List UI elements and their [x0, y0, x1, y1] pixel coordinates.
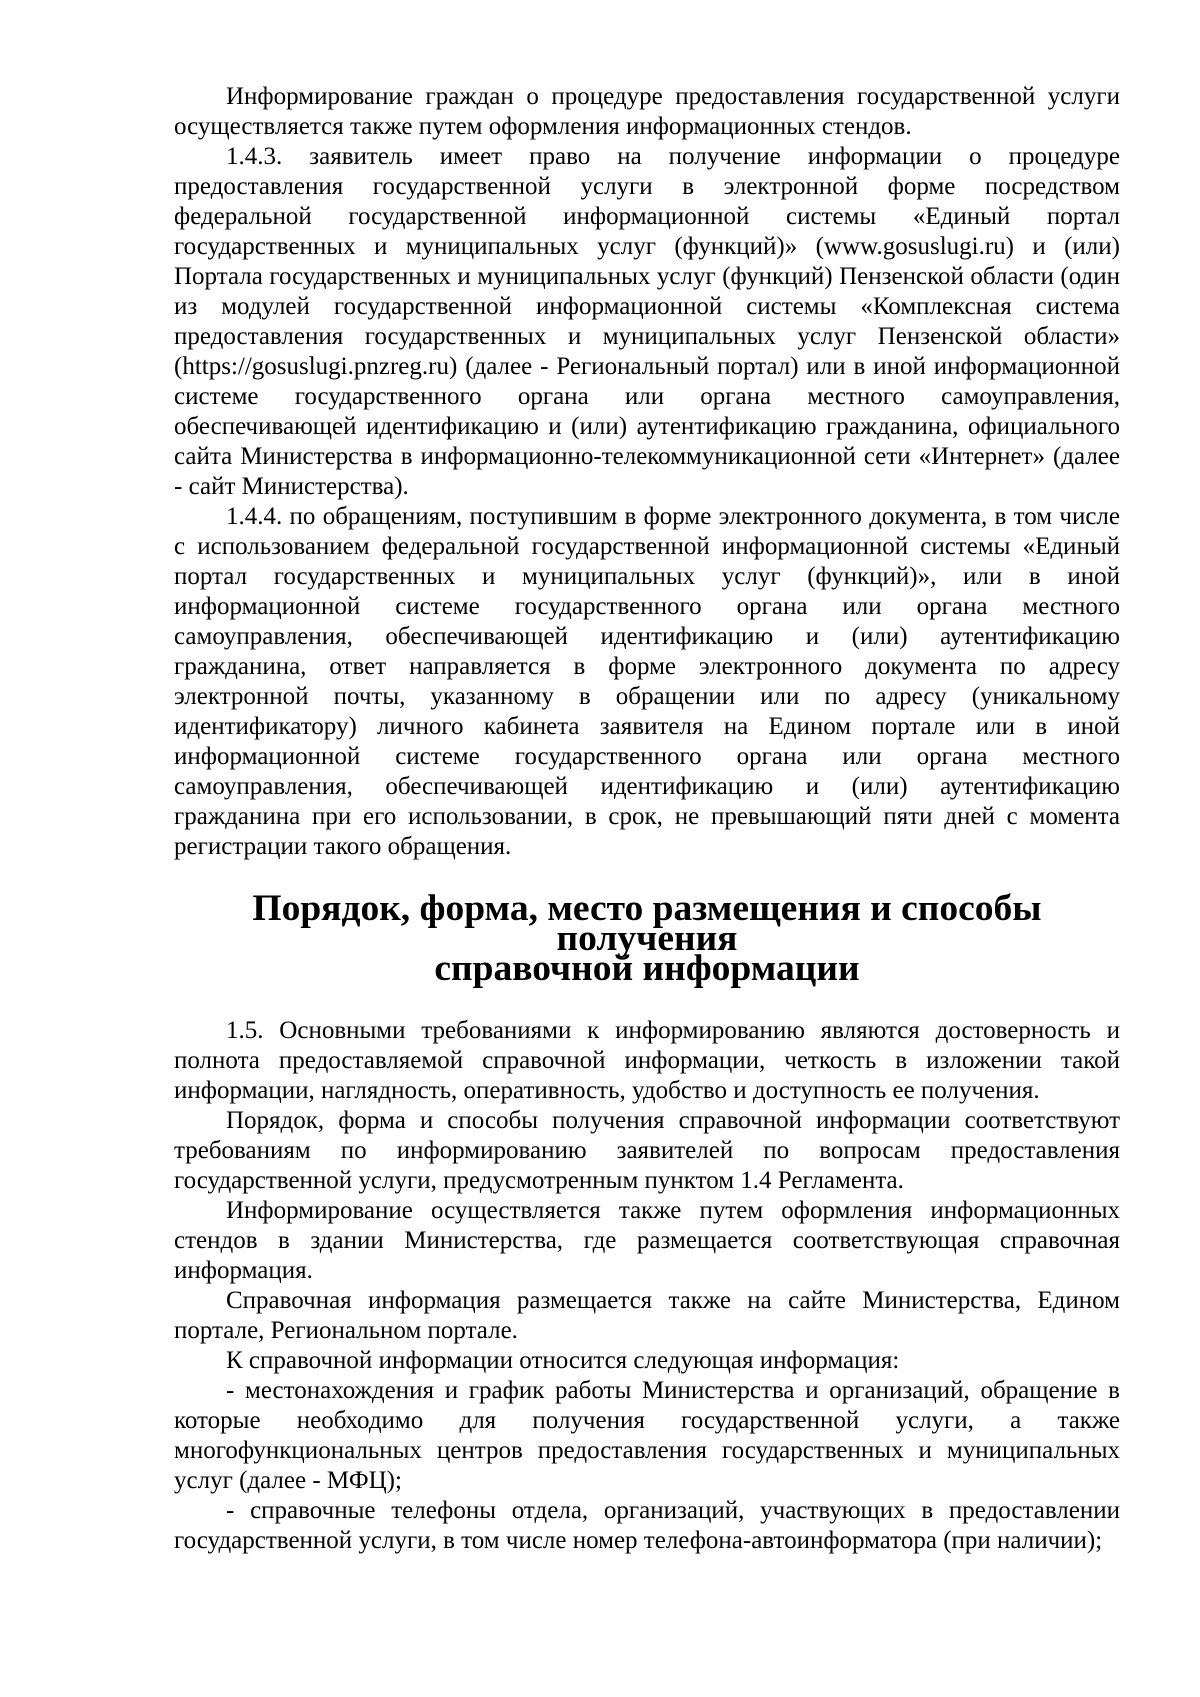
paragraph-informing-stands: Информирование граждан о процедуре предоставления государственной услуги осуществляется также путем оформления информационных стендов. [174, 83, 1120, 140]
list-item-phones: - справочные телефоны отдела, организаций, участвующих в предоставлении государственной услуги, в том числе номер телефона-автоинформатора (при наличии); [174, 1497, 1120, 1554]
paragraph-reference-includes: К справочной информации относится следующая информация: [226, 1347, 900, 1374]
section-heading-line-2: справочной информации [434, 948, 860, 989]
document-page [174, 82, 1120, 1556]
paragraph-1-5: 1.5. Основными требованиями к информированию являются достоверность и полнота предоставляемой справочной информации, четкость в изложении такой информации, наглядность, оперативность, удобство и доступность ее получения. [174, 1017, 1120, 1104]
list-item-locations: - местонахождения и график работы Министерства и организаций, обращение в которые необходимо для получения государственной услуги, а также многофункциональных центров предоставления государственных и муниципальных услуг (далее - МФЦ); [174, 1377, 1120, 1494]
section-heading-line-1: Порядок, форма, место размещения и способы получения [252, 888, 1042, 959]
paragraph-1-4-3: 1.4.3. заявитель имеет право на получение информации о процедуре предоставления государственной услуги в электронной форме посредством федеральной государственной информационной системы «Единый портал государственных и муниципальных услуг (функций)» (www.gosuslugi.ru) и (или) Портала государственных и муниципальных услуг (функций) Пензенской области (один из модулей государственной информационной системы «Комплексная система предоставления государственных и муниципальных услуг Пензенской области» (https://gosuslugi.pnzreg.ru) (далее - Региональный портал) или в иной информационной системе государственного органа или органа местного самоуправления, обеспечивающей идентификацию и (или) аутентификацию гражданина, официального сайта Министерства в информационно-телекоммуникационной сети «Интернет» (далее - сайт Министерства). [174, 143, 1120, 500]
paragraph-reference-placement: Справочная информация размещается также на сайте Министерства, Едином портале, Региональном портале. [174, 1287, 1120, 1344]
paragraph-procedure: Порядок, форма и способы получения справочной информации соответствуют требованиям по информированию заявителей по вопросам предоставления государственной услуги, предусмотренным пунктом 1.4 Регламента. [174, 1107, 1120, 1194]
paragraph-stands-building: Информирование осуществляется также путем оформления информационных стендов в здании Министерства, где размещается соответствующая справочная информация. [174, 1197, 1120, 1284]
section-heading [174, 888, 1120, 989]
paragraph-1-4-4: 1.4.4. по обращениям, поступившим в форме электронного документа, в том числе с использованием федеральной государственной информационной системы «Единый портал государственных и муниципальных услуг (функций)», или в иной информационной системе государственного органа или органа местного самоуправления, обеспечивающей идентификацию и (или) аутентификацию гражданина, ответ направляется в форме электронного документа по адресу электронной почты, указанному в обращении или по адресу (уникальному идентификатору) личного кабинета заявителя на Едином портале или в иной информационной системе государственного органа или органа местного самоуправления, обеспечивающей идентификацию и (или) аутентификацию гражданина при его использовании, в срок, не превышающий пяти дней с момента регистрации такого обращения. [174, 503, 1120, 860]
